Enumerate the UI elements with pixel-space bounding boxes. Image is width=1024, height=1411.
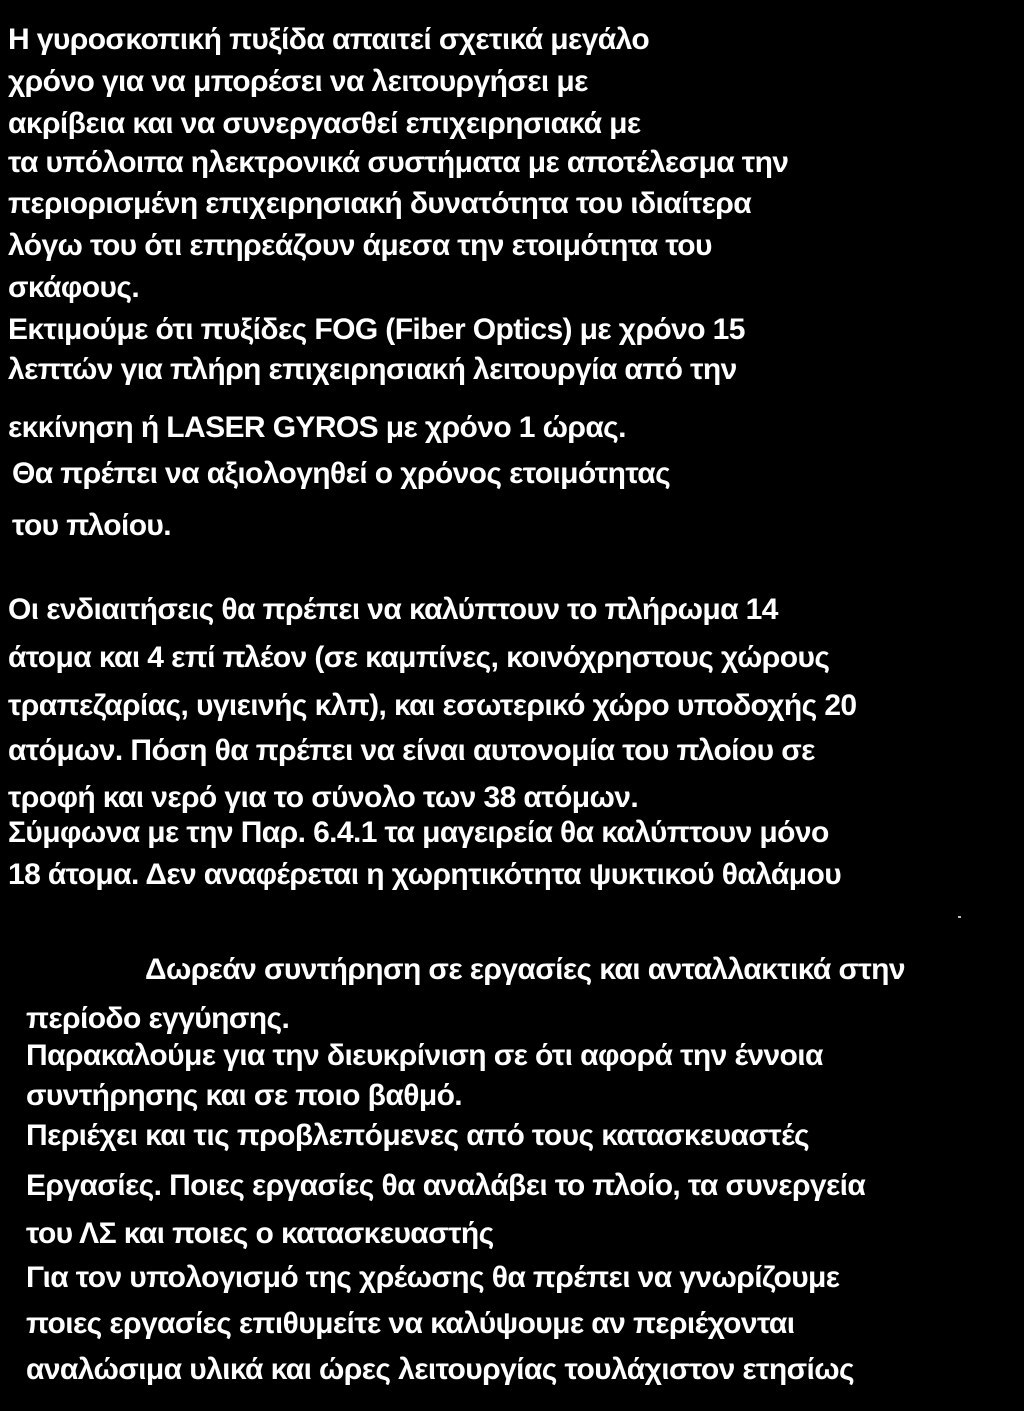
paragraph-line: Περιέχει και τις προβλεπόμενες από τους κατασκευαστές (26, 1119, 810, 1152)
scan-speck (958, 916, 961, 918)
paragraph-line: του πλοίου. (12, 509, 172, 542)
paragraph-line: εκκίνηση ή LASER GYROS με χρόνο 1 ώρας. (8, 411, 626, 444)
paragraph-line: Δωρεάν συντήρηση σε εργασίες και ανταλλακτικά στην (145, 953, 905, 986)
paragraph-line: χρόνο για να μπορέσει να λειτουργήσει με (8, 65, 588, 98)
paragraph-line: τα υπόλοιπα ηλεκτρονικά συστήματα με αποτέλεσμα την (8, 146, 789, 179)
paragraph-line: Εργασίες. Ποιες εργασίες θα αναλάβει το πλοίο, τα συνεργεία (26, 1169, 866, 1202)
paragraph-line: Εκτιμούμε ότι πυξίδες FOG (Fiber Optics) με χρόνο 15 (8, 313, 745, 346)
paragraph-line: λεπτών για πλήρη επιχειρησιακή λειτουργία από την (8, 353, 737, 386)
paragraph-line: ατόμων. Πόση θα πρέπει να είναι αυτονομία του πλοίου σε (8, 734, 815, 767)
paragraph-line: Παρακαλούμε για την διευκρίνιση σε ότι αφορά την έννοια (26, 1039, 823, 1072)
paragraph-line: περιορισμένη επιχειρησιακή δυνατότητα του ιδιαίτερα (8, 187, 752, 220)
paragraph-line: άτομα και 4 επί πλέον (σε καμπίνες, κοινόχρηστους χώρους (8, 641, 830, 674)
paragraph-line: σκάφους. (8, 271, 140, 304)
paragraph-line: συντήρησης και σε ποιο βαθμό. (26, 1079, 463, 1112)
paragraph-line: περίοδο εγγύησης. (26, 1002, 290, 1035)
paragraph-line: Θα πρέπει να αξιολογηθεί ο χρόνος ετοιμότητας (12, 457, 671, 490)
paragraph-line: του ΛΣ και ποιες ο κατασκευαστής (26, 1217, 494, 1250)
paragraph-line: 18 άτομα. Δεν αναφέρεται η χωρητικότητα ψυκτικού θαλάμου (8, 858, 842, 891)
paragraph-line: ακρίβεια και να συνεργασθεί επιχειρησιακά με (8, 107, 641, 140)
paragraph-line: ποιες εργασίες επιθυμείτε να καλύψουμε αν περιέχονται (26, 1307, 795, 1340)
paragraph-line: Σύμφωνα με την Παρ. 6.4.1 τα μαγειρεία θα καλύπτουν μόνο (8, 816, 829, 849)
paragraph-line: Για τον υπολογισμό της χρέωσης θα πρέπει να γνωρίζουμε (26, 1261, 840, 1294)
paragraph-line: τραπεζαρίας, υγιεινής κλπ), και εσωτερικό χώρο υποδοχής 20 (8, 689, 857, 722)
paragraph-line: Η γυροσκοπική πυξίδα απαιτεί σχετικά μεγάλο (8, 23, 650, 56)
paragraph-line: αναλώσιμα υλικά και ώρες λειτουργίας τουλάχιστον ετησίως (26, 1353, 854, 1386)
paragraph-line: λόγω του ότι επηρεάζουν άμεσα την ετοιμότητα του (8, 229, 712, 262)
paragraph-line: τροφή και νερό για το σύνολο των 38 ατόμων. (8, 781, 639, 814)
paragraph-line: Οι ενδιαιτήσεις θα πρέπει να καλύπτουν το πλήρωμα 14 (8, 593, 778, 626)
